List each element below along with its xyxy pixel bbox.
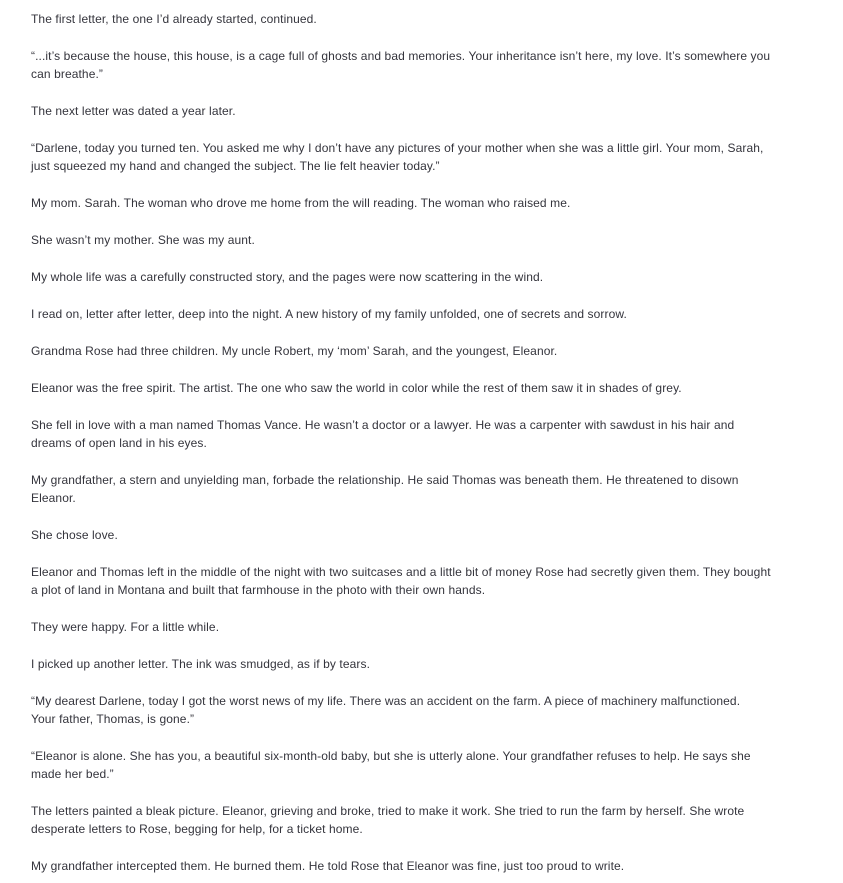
paragraph-line: The next letter was dated a year later. (31, 104, 236, 118)
paragraph-line: just squeezed my hand and changed the subject. The lie felt heavier today.” (31, 159, 440, 173)
paragraph-line: She chose love. (31, 528, 118, 542)
paragraph (31, 416, 812, 452)
paragraph-line: Eleanor and Thomas left in the middle of the night with two suitcases and a little bit of money Rose had secretly given them. They bought (31, 565, 771, 579)
paragraph-line: I read on, letter after letter, deep into the night. A new history of my family unfolded, one of secrets and sorrow. (31, 307, 627, 321)
paragraph-line: The letters painted a bleak picture. Eleanor, grieving and broke, tried to make it work. She tried to run the farm by herself. She wrote (31, 804, 745, 818)
paragraph-line: “My dearest Darlene, today I got the worst news of my life. There was an accident on the farm. A piece of machinery malfunctioned. (31, 694, 741, 708)
paragraph-line: a plot of land in Montana and built that farmhouse in the photo with their own hands. (31, 583, 486, 597)
paragraph-line: Eleanor was the free spirit. The artist. The one who saw the world in color while the rest of them saw it in shades of grey. (31, 381, 682, 395)
paragraph (31, 47, 812, 83)
paragraph-line: She wasn’t my mother. She was my aunt. (31, 233, 255, 247)
paragraph-line: “Darlene, today you turned ten. You asked me why I don’t have any pictures of your mother when she was a little girl. Your mom, Sarah, (31, 141, 764, 155)
paragraph-line: My mom. Sarah. The woman who drove me home from the will reading. The woman who raised me. (31, 196, 571, 210)
paragraph-line: My grandfather intercepted them. He burned them. He told Rose that Eleanor was fine, just too proud to write. (31, 859, 625, 873)
paragraph (31, 379, 812, 397)
paragraph-line: My grandfather, a stern and unyielding man, forbade the relationship. He said Thomas was beneath them. He threatened to disown (31, 473, 739, 487)
paragraph (31, 268, 812, 286)
paragraph (31, 342, 812, 360)
paragraph-line: desperate letters to Rose, begging for help, for a ticket home. (31, 822, 363, 836)
paragraph-line: Grandma Rose had three children. My uncle Robert, my ‘mom’ Sarah, and the youngest, Eleanor. (31, 344, 558, 358)
paragraph (31, 231, 812, 249)
paragraph-line: She fell in love with a man named Thomas Vance. He wasn’t a doctor or a lawyer. He was a carpenter with sawdust in his hair and (31, 418, 735, 432)
paragraph (31, 747, 812, 783)
paragraph-line: “Eleanor is alone. She has you, a beautiful six-month-old baby, but she is utterly alone. Your grandfather refuses to help. He says she (31, 749, 751, 763)
paragraph-line: I picked up another letter. The ink was smudged, as if by tears. (31, 657, 371, 671)
paragraph (31, 194, 812, 212)
paragraph-line: Eleanor. (31, 491, 76, 505)
paragraph-line: dreams of open land in his eyes. (31, 436, 207, 450)
paragraph-line: They were happy. For a little while. (31, 620, 220, 634)
paragraph-line: The first letter, the one I’d already started, continued. (31, 12, 317, 26)
paragraph (31, 563, 812, 599)
paragraph (31, 10, 812, 28)
paragraph (31, 102, 812, 120)
paragraph (31, 857, 812, 875)
paragraph-line: made her bed.” (31, 767, 114, 781)
paragraph-line: “...it’s because the house, this house, is a cage full of ghosts and bad memories. Your inheritance isn’t here, my love. It’s somewhere you (31, 49, 771, 63)
paragraph (31, 655, 812, 673)
paragraph-line: can breathe.” (31, 67, 104, 81)
paragraph (31, 802, 812, 838)
paragraph (31, 526, 812, 544)
paragraph (31, 305, 812, 323)
paragraph (31, 692, 812, 728)
paragraph (31, 618, 812, 636)
paragraph (31, 139, 812, 175)
paragraph (31, 471, 812, 507)
paragraph-line: Your father, Thomas, is gone.” (31, 712, 195, 726)
paragraph-line: My whole life was a carefully constructed story, and the pages were now scattering in the wind. (31, 270, 544, 284)
